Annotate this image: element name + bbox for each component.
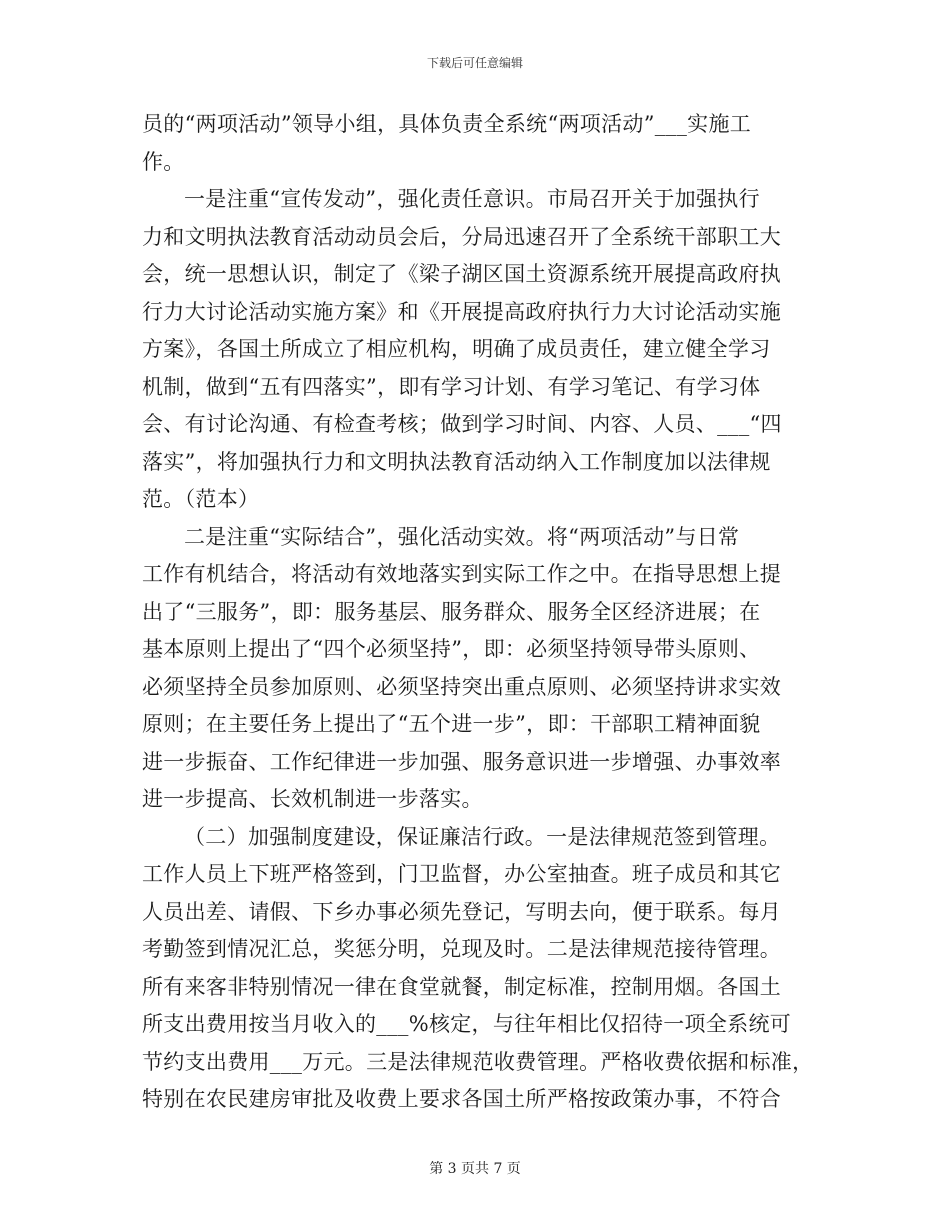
text-line: 人员出差、请假、下乡办事必须先登记，写明去向，便于联系。每月 (142, 899, 781, 924)
paragraph-start-line: （二）加强制度建设，保证廉洁行政。一是法律规范签到管理。 (184, 824, 781, 849)
text-line: 范。（范本） (142, 487, 260, 511)
text-line: 出了“三服务”，即：服务基层、服务群众、服务全区经济进展；在 (142, 599, 761, 624)
text-line: 考勤签到情况汇总，奖惩分明，兑现及时。二是法律规范接待管理。 (142, 937, 781, 961)
text-line: 所支出费用按当月收入的___%核定，与往年相比仅招待一项全系统可 (142, 1012, 792, 1036)
text-line: 力和文明执法教育活动动员会后，分局迅速召开了全系统干部职工大 (142, 224, 781, 249)
document-body (142, 106, 814, 1119)
text-line: 原则；在主要任务上提出了“五个进一步”，即：干部职工精神面貌 (142, 712, 761, 736)
text-line: 进一步振奋、工作纪律进一步加强、服务意识进一步增强、办事效率 (142, 749, 781, 774)
text-line: 工作有机结合，将活动有效地落实到实际工作之中。在指导思想上提 (142, 562, 781, 586)
text-line: 会、有讨论沟通、有检查考核；做到学习时间、内容、人员、___“四 (142, 412, 782, 436)
paragraph-start-line: 一是注重“宣传发动”，强化责任意识。市局召开关于加强执行 (184, 187, 760, 211)
text-line: 基本原则上提出了“四个必须坚持”，即：必须坚持领导带头原则、 (142, 637, 761, 661)
text-line: 特别在农民建房审批及收费上要求各国土所严格按政策办事，不符合 (142, 1087, 781, 1111)
text-line: 必须坚持全员参加原则、必须坚持突出重点原则、必须坚持讲求实效 (142, 674, 781, 699)
text-line: 所有来客非特别情况一律在食堂就餐，制定标准，控制用烟。各国土 (142, 974, 781, 999)
text-line: 机制，做到“五有四落实”，即有学习计划、有学习笔记、有学习体 (142, 374, 761, 399)
text-line: 落实”，将加强执行力和文明执法教育活动纳入工作制度加以法律规 (142, 449, 771, 474)
text-line: 方案》，各国土所成立了相应机构，明确了成员责任，建立健全学习 (142, 337, 771, 361)
text-line: 工作人员上下班严格签到，门卫监督，办公室抽查。班子成员和其它 (142, 862, 781, 886)
text-line: 会，统一思想认识，制定了《梁子湖区国土资源系统开展提高政府执 (142, 262, 781, 286)
text-line: 员的“两项活动”领导小组，具体负责全系统“两项活动”___实施工 (142, 112, 752, 136)
text-line: 行力大讨论活动实施方案》和《开展提高政府执行力大讨论活动实施 (142, 299, 781, 324)
page-footer: 第 3 页共 7 页 (429, 1161, 521, 1177)
text-line: 进一步提高、长效机制进一步落实。 (142, 787, 483, 811)
paragraph-start-line: 二是注重“实际结合”，强化活动实效。将“两项活动”与日常 (184, 524, 740, 549)
text-line: 节约支出费用___万元。三是法律规范收费管理。严格收费依据和标准， (142, 1049, 814, 1074)
text-line: 作。 (142, 149, 185, 174)
page-header: 下载后可任意编辑 (426, 56, 523, 70)
